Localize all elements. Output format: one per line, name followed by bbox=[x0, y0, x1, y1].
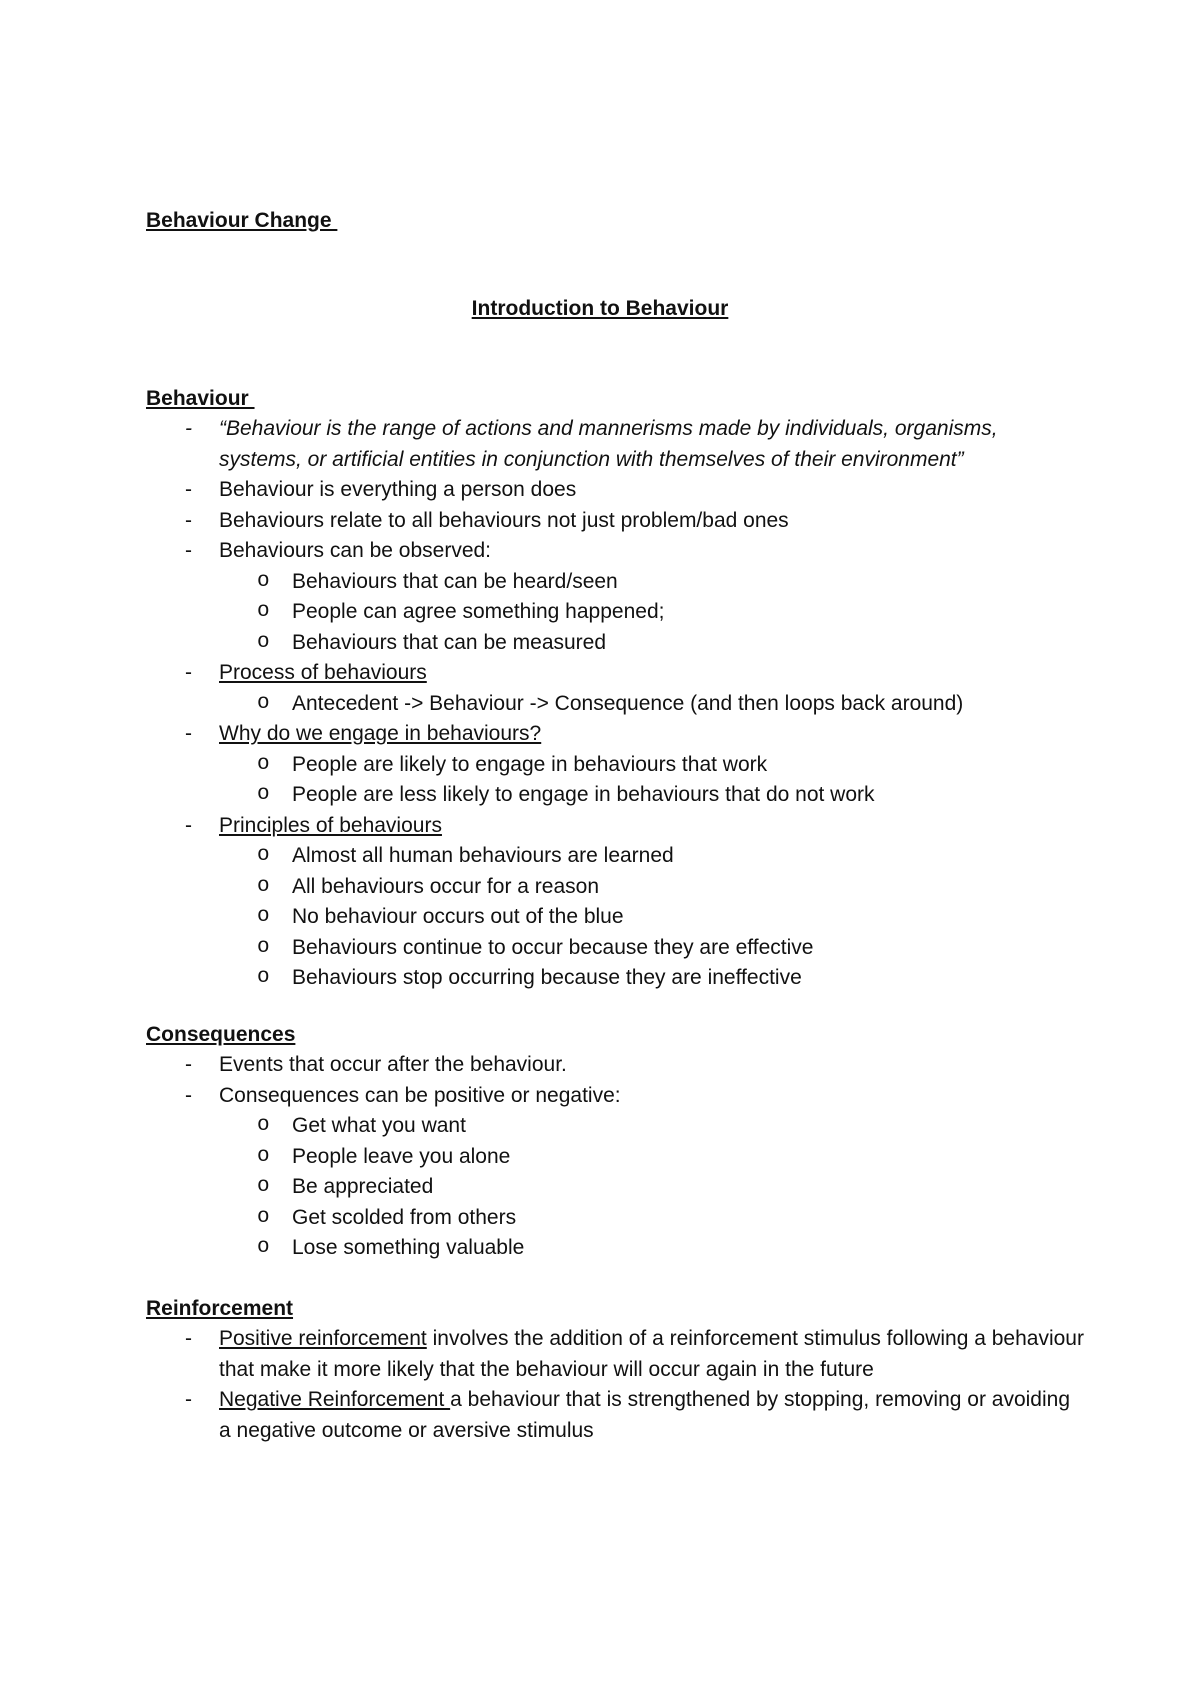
list-item bbox=[219, 1324, 1090, 1385]
principles-sublist bbox=[219, 841, 1086, 994]
why-sublist bbox=[219, 750, 1086, 811]
process-label: Process of behaviours bbox=[219, 661, 427, 684]
list-item: - Behaviours relate to all behaviours not just problem/bad ones bbox=[219, 506, 1086, 537]
observed-sublist bbox=[219, 567, 1086, 659]
positive-reinforcement-text: involves the addition of a reinforcement stimulus following a behaviour that make it more likely that the behaviour will occur again in the future bbox=[219, 1327, 1090, 1381]
list-item: - Behaviour is everything a person does bbox=[219, 475, 1086, 506]
negative-reinforcement-text: a behaviour that is strengthened by stopping, removing or avoiding a negative outcome or aversive stimulus bbox=[219, 1388, 1071, 1442]
sub-list-item: o All behaviours occur for a reason bbox=[292, 872, 1086, 903]
sub-list-item: o Behaviours that can be measured bbox=[292, 628, 1086, 659]
consequences-section bbox=[146, 1020, 1086, 1264]
list-item bbox=[219, 811, 1086, 994]
behaviour-definition-quote: - “Behaviour is the range of actions and mannerisms made by individuals, organisms, systems, or artificial entities in conjunction with themselves of their environment” bbox=[219, 414, 1086, 475]
reinforcement-section bbox=[146, 1294, 1090, 1446]
sub-list-item: o Almost all human behaviours are learned bbox=[292, 841, 1086, 872]
behaviour-heading: Behaviour bbox=[146, 387, 255, 410]
document-title: Behaviour Change bbox=[146, 209, 338, 232]
sub-list-item: o Antecedent -> Behaviour -> Consequence (and then loops back around) bbox=[292, 689, 1086, 720]
sub-list-item: o Lose something valuable bbox=[292, 1233, 1086, 1264]
why-label: Why do we engage in behaviours? bbox=[219, 722, 542, 745]
sub-list-item: o People are likely to engage in behaviours that work bbox=[292, 750, 1086, 781]
consequences-list bbox=[146, 1050, 1086, 1264]
list-item bbox=[219, 1081, 1086, 1264]
sub-list-item: o No behaviour occurs out of the blue bbox=[292, 902, 1086, 933]
list-item bbox=[219, 719, 1086, 811]
list-item bbox=[219, 536, 1086, 658]
sub-list-item: o Behaviours that can be heard/seen bbox=[292, 567, 1086, 598]
reinforcement-list bbox=[146, 1324, 1090, 1446]
sub-list-item: o Behaviours stop occurring because they are ineffective bbox=[292, 963, 1086, 994]
list-item bbox=[219, 658, 1086, 719]
behaviour-section bbox=[146, 384, 1086, 994]
list-item bbox=[219, 1385, 1086, 1446]
list-item: - Events that occur after the behaviour. bbox=[219, 1050, 1086, 1081]
negative-reinforcement-term: Negative Reinforcement bbox=[219, 1388, 451, 1411]
sub-list-item: o People leave you alone bbox=[292, 1142, 1086, 1173]
consequences-heading: Consequences bbox=[146, 1023, 296, 1046]
positive-reinforcement-term: Positive reinforcement bbox=[219, 1327, 427, 1350]
sub-list-item: o People are less likely to engage in behaviours that do not work bbox=[292, 780, 1086, 811]
reinforcement-heading: Reinforcement bbox=[146, 1297, 294, 1320]
sub-list-item: o Behaviours continue to occur because they are effective bbox=[292, 933, 1086, 964]
principles-label: Principles of behaviours bbox=[219, 813, 442, 837]
page-title: Introduction to Behaviour bbox=[471, 297, 729, 320]
list-item-text: Behaviours can be observed: bbox=[219, 539, 492, 562]
sub-list-item: o Get what you want bbox=[292, 1111, 1086, 1142]
process-sublist bbox=[219, 689, 1086, 720]
sub-list-item: o Be appreciated bbox=[292, 1172, 1086, 1203]
behaviour-list bbox=[146, 414, 1086, 994]
list-item-text: Consequences can be positive or negative: bbox=[219, 1083, 621, 1107]
sub-list-item: o People can agree something happened; bbox=[292, 597, 1086, 628]
sub-list-item: o Get scolded from others bbox=[292, 1203, 1086, 1234]
consequences-sublist bbox=[219, 1111, 1086, 1264]
